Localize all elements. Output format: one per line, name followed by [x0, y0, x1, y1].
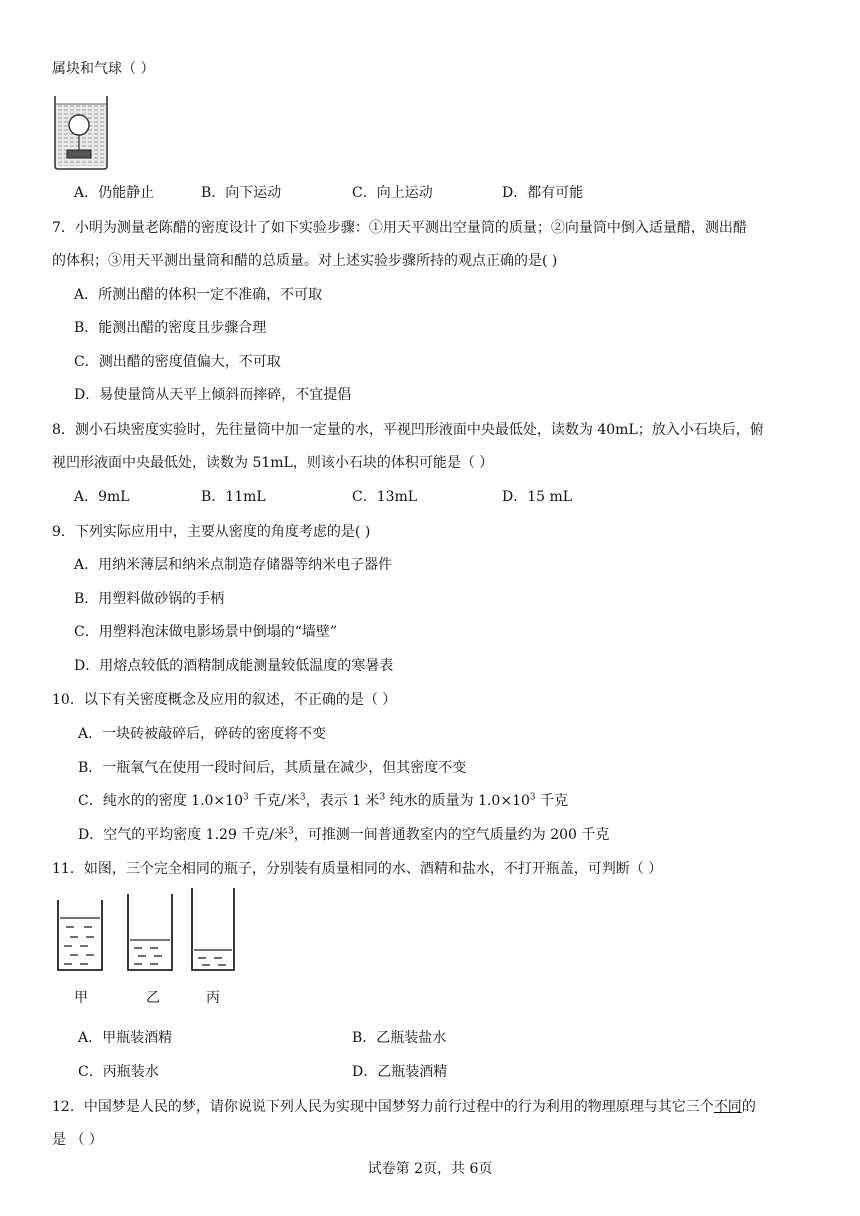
q7-stem-line2: 的体积；③用天平测出量筒和醋的总质量。对上述实验步骤所持的观点正确的是( ) [52, 253, 558, 269]
q10-stem: 10．以下有关密度概念及应用的叙述，不正确的是（ ） [52, 692, 397, 708]
q7-option-d: D．易使量筒从天平上倾斜而摔碎，不宜提倡 [74, 387, 352, 403]
q10-option-b: B．一瓶氧气在使用一段时间后，其质量在减少，但其密度不变 [78, 760, 467, 776]
q6-option-d: D．都有可能 [502, 185, 584, 201]
q11-options-row1 [0, 1028, 860, 1048]
q10-option-c: C．纯水的的密度 $1.0\times 10^3$ 千克/米$^3$，表示 1 米$^3$ 纯水的质量为 $1.0\times 10^3$ 千克 [78, 792, 569, 809]
bottle-label-jia: 甲 [74, 990, 88, 1006]
q11-option-b: B．乙瓶装盐水 [352, 1030, 447, 1046]
q7-option-a: A．所测出醋的体积一定不准确，不可取 [74, 287, 323, 303]
q11-options-row2 [0, 1062, 860, 1082]
q10-option-d: D．空气的平均密度 1.29 千克/米$^3$，可推测一间普通教室内的空气质量约为 200 千克 [78, 826, 610, 843]
bottle-labels [0, 988, 300, 1008]
q8-option-c: C．13mL [352, 489, 418, 505]
q10-option-a: A．一块砖被敲碎后，碎砖的密度将不变 [78, 726, 327, 742]
q9-option-a: A．用纳米薄层和纳米点制造存储器等纳米电子器件 [74, 557, 393, 573]
three-bottles-figure [52, 888, 252, 978]
bottle-label-bing: 丙 [206, 990, 220, 1006]
q6-stem-tail: 属块和气球（ ） [52, 61, 155, 77]
q7-option-b: B．能测出醋的密度且步骤合理 [74, 320, 267, 336]
q8-stem-line1: 8．测小石块密度实验时，先往量筒中加一定量的水，平视凹形液面中央最低处，读数为 40mL；放入小石块后，俯 [52, 422, 764, 438]
q8-option-b: B．11mL [201, 489, 266, 505]
q8-stem-line2: 视凹形液面中央最低处，读数为 51mL，则该小石块的体积可能是（ ） [52, 455, 494, 471]
q9-option-c: C．用塑料泡沫做电影场景中倒塌的“墙壁” [74, 624, 338, 640]
q8-option-a: A．9mL [74, 489, 130, 505]
q11-stem: 11．如图，三个完全相同的瓶子，分别装有质量相同的水、酒精和盐水，不打开瓶盖，可判断（ ） [52, 861, 663, 877]
q11-option-d: D．乙瓶装酒精 [352, 1064, 448, 1080]
bottle-label-yi: 乙 [146, 990, 160, 1006]
q9-stem: 9．下列实际应用中，主要从密度的角度考虑的是( ) [52, 524, 371, 540]
q11-option-c: C．丙瓶装水 [78, 1064, 159, 1080]
q9-option-b: B．用塑料做砂锅的手柄 [74, 591, 225, 607]
q8-options [0, 487, 860, 507]
q12-stem-line2: 是 （ ） [52, 1132, 103, 1148]
q6-option-a: A．仍能静止 [74, 185, 155, 201]
q6-option-c: C．向上运动 [352, 185, 433, 201]
q7-stem-line1: 7．小明为测量老陈醋的密度设计了如下实验步骤：①用天平测出空量筒的质量；②向量筒中倒入适量醋，测出醋 [52, 220, 747, 236]
q12-stem-line1: 12．中国梦是人民的梦，请你说说下列人民为实现中国梦努力前行过程中的行为利用的物理原理与其它三个不同的 [52, 1099, 756, 1115]
q6-option-b: B．向下运动 [201, 185, 282, 201]
q7-option-c: C．测出醋的密度值偏大，不可取 [74, 354, 281, 370]
page-footer: 试卷第 2页，共 6页 [367, 1161, 493, 1177]
q9-option-d: D．用熔点较低的酒精制成能测量较低温度的寒暑表 [74, 658, 394, 674]
beaker-balloon-figure [52, 92, 110, 170]
q8-option-d: D．15 mL [502, 489, 573, 505]
q6-options [0, 183, 860, 203]
q11-option-a: A．甲瓶装酒精 [78, 1030, 173, 1046]
